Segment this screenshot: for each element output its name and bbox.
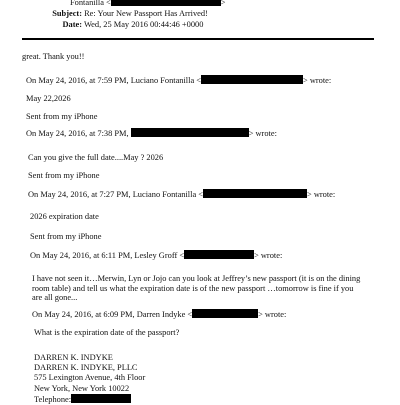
- redacted-email: [192, 309, 258, 318]
- redacted-email: [203, 189, 307, 198]
- quote3-signature: Sent from my iPhone: [30, 232, 102, 241]
- sig-phone: Telephone:: [34, 394, 145, 405]
- redacted-email: [201, 75, 303, 84]
- sig-name: DARREN K. INDYKE: [34, 353, 113, 362]
- from-name: Fontanilla <: [70, 0, 111, 7]
- date-label: Date:: [62, 20, 82, 29]
- signature-block: [34, 353, 145, 405]
- redacted-email: [111, 0, 221, 6]
- quote1-header: On May 24, 2016, at 7:59 PM, Luciano Fontanilla < > wrote:: [26, 76, 332, 85]
- from-line: [70, 0, 226, 8]
- quote4-text: I have not seen it…Merwin, Lyn or Jojo can you look at Jeffrey’s new passport (it is on the dining room table) and tell us what the expiration date is of the new passport …tomorrow is fine if you are all gone...: [32, 274, 361, 303]
- from-tail: >: [220, 0, 226, 7]
- quote3-text: 2026 expiration date: [30, 212, 99, 221]
- quote3-header: On May 24, 2016, at 7:27 PM, Luciano Fontanilla < > wrote:: [28, 190, 336, 199]
- quote5-text: What is the expiration date of the passport?: [34, 328, 180, 337]
- sig-address: 575 Lexington Avenue, 4th Floor: [34, 373, 146, 383]
- quote4-header: On May 24, 2016, at 6:11 PM, Lesley Groff < > wrote:: [30, 251, 283, 260]
- quote2-signature: Sent from my iPhone: [28, 171, 100, 180]
- quote1-signature: Sent from my iPhone: [26, 112, 98, 121]
- header-divider: [22, 38, 374, 40]
- quote2-text: Can you give the full date....May ? 2026: [28, 153, 164, 162]
- sig-city: New York, New York 10022: [34, 383, 130, 393]
- quote1-text: May 22,2026: [26, 94, 71, 103]
- redacted-phone: [71, 394, 131, 403]
- date-value: Wed, 25 May 2016 00:44:46 +0000: [83, 20, 204, 29]
- subject-label: Subject:: [52, 9, 82, 18]
- quote5-header: On May 24, 2016, at 6:09 PM, Darren Indyke < > wrote:: [32, 310, 287, 319]
- redacted-email: [131, 128, 249, 137]
- reply-text: great. Thank you!!: [22, 52, 85, 61]
- date-line: [20, 20, 203, 30]
- redacted-email: [184, 250, 254, 259]
- sig-firm: DARREN K. INDYKE, PLLC: [34, 363, 138, 373]
- quote2-header: On May 24, 2016, at 7:38 PM, > wrote:: [26, 129, 277, 138]
- subject-line: [20, 9, 208, 19]
- subject-value: Re: Your New Passport Has Arrived!: [84, 9, 208, 18]
